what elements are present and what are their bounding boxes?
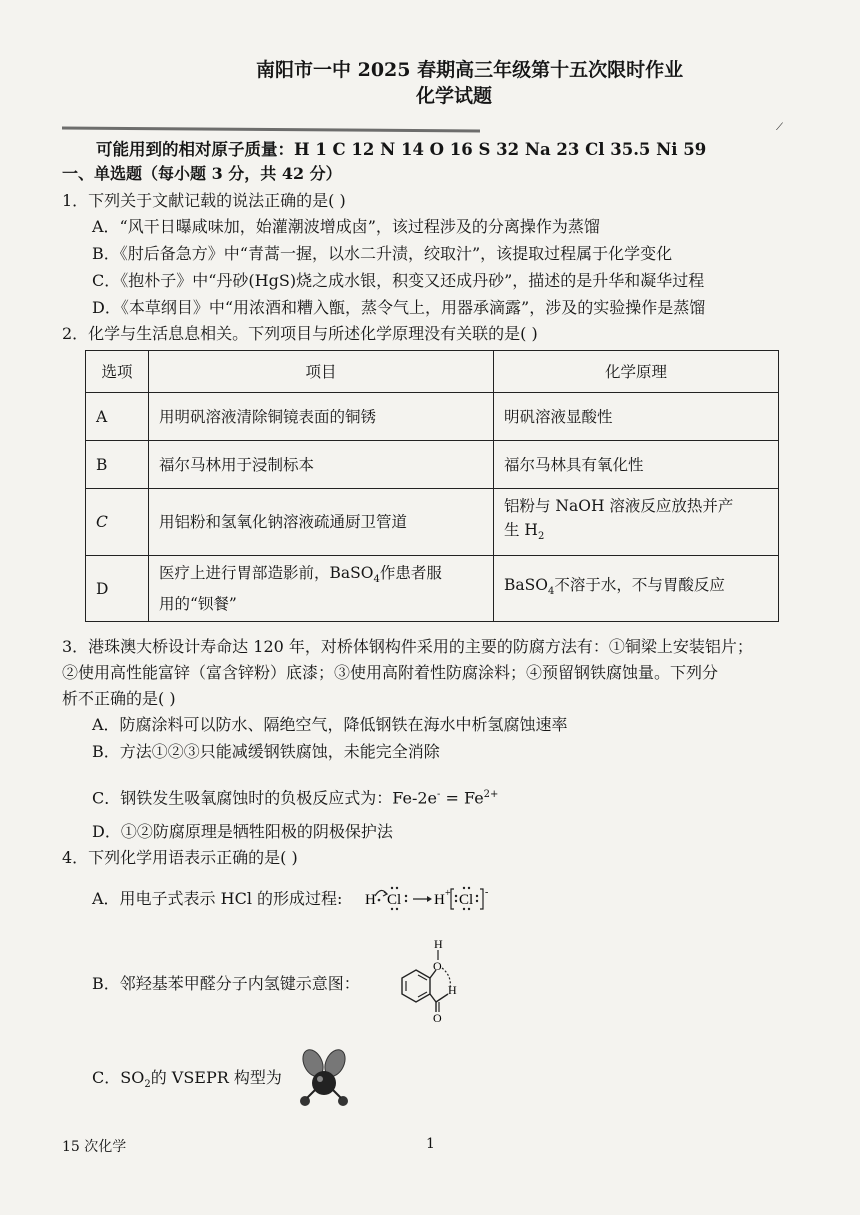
table-cell-option: D — [86, 556, 149, 622]
subscript: 4 — [547, 586, 555, 598]
molecule-graphic — [392, 938, 472, 1023]
table-header: 选项 — [86, 351, 149, 393]
footer-left: 15 次化学 — [62, 1139, 127, 1155]
option-text: = Fe — [440, 788, 484, 808]
atom-h: H — [434, 938, 443, 951]
principle-text: BaSO — [504, 575, 548, 594]
q2-table — [85, 350, 779, 622]
q3-option-c — [92, 785, 498, 808]
option-text: 的 VSEPR 构型为 — [150, 1068, 282, 1087]
table-cell-principle: 福尔马林具有氧化性 — [494, 441, 779, 489]
q3-line3: 析不正确的是( ) — [62, 689, 176, 708]
item-text: 用的“钡餐” — [159, 595, 237, 614]
item-text: 作患者服 — [379, 563, 442, 582]
table-row — [86, 441, 779, 489]
superscript: - — [437, 789, 441, 800]
scan-mark: ⟋ — [776, 122, 783, 133]
q3-option-d: D．①②防腐原理是牺牲阳极的阴极保护法 — [92, 822, 393, 841]
subscript: 2 — [537, 531, 545, 543]
formula-cl-ion: Cl — [459, 892, 474, 908]
atom-o: O — [433, 1011, 442, 1023]
atom-h: H — [448, 983, 457, 997]
formula-sup: + — [445, 888, 451, 899]
q4-option-a: A．用电子式表示 HCl 的形成过程: — [92, 889, 343, 908]
q1-stem: 1．下列关于文献记载的说法正确的是( ) — [62, 191, 346, 210]
q1-option-c: C．《抱朴子》中“丹砂(HgS)烧之成水银，积变又还成丹砂”，描述的是升华和凝华过程 — [92, 271, 705, 290]
table-header: 项目 — [149, 351, 494, 393]
electron-formula-graphic — [365, 884, 515, 914]
q4-option-b: B．邻羟基苯甲醛分子内氢键示意图： — [92, 974, 360, 993]
formula-sup: - — [485, 887, 489, 898]
table-cell-option: B — [86, 441, 149, 489]
table-cell-item: 用铝粉和氢氧化钠溶液疏通厨卫管道 — [149, 489, 494, 556]
table-header: 化学原理 — [494, 351, 779, 393]
option-text: C．钢铁发生吸氧腐蚀时的负极反应式为：Fe-2e — [92, 788, 437, 808]
formula-cl: Cl — [387, 892, 402, 908]
q2-stem: 2．化学与生活息息相关。下列项目与所述化学原理没有关联的是( ) — [62, 324, 538, 343]
q4-stem: 4．下列化学用语表示正确的是( ) — [62, 848, 298, 867]
page-number: 1 — [426, 1136, 435, 1152]
item-text: 医疗上进行胃部造影前，BaSO — [159, 563, 374, 582]
q3-line1: 3．港珠澳大桥设计寿命达 120 年，对桥体钢构件采用的主要的防腐方法有：①铜梁上安装铝片； — [62, 637, 753, 656]
q1-option-d: D．《本草纲目》中“用浓酒和糟入甑，蒸令气上，用器承滴露”，涉及的实验操作是蒸馏 — [92, 298, 706, 317]
table-row — [86, 393, 779, 441]
section-heading: 一、单选题（每小题 3 分，共 42 分） — [62, 164, 342, 183]
table-cell-option: C — [86, 489, 149, 556]
table-cell-principle: 明矾溶液显酸性 — [494, 393, 779, 441]
q3-option-b: B．方法①②③只能减缓钢铁腐蚀，未能完全消除 — [92, 742, 440, 761]
vsepr-model-icon — [293, 1045, 355, 1111]
hydroxybenzaldehyde-structure — [392, 938, 472, 1023]
page-subtitle: 化学试题 — [416, 85, 493, 107]
q1-option-a: A．“风干日曝咸味加，始灌潮波增成卤”，该过程涉及的分离操作为蒸馏 — [92, 217, 600, 236]
atomic-masses: 可能用到的相对原子质量：H 1 C 12 N 14 O 16 S 32 Na 23 Cl 35.5 Ni 59 — [96, 140, 707, 159]
subscript: 2 — [144, 1079, 151, 1091]
formula-h-ion: H — [434, 892, 445, 908]
q3-line2: ②使用高性能富锌（富含锌粉）底漆；③使用高附着性防腐涂料；④预留钢铁腐蚀量。下列分 — [62, 663, 719, 682]
page-title: 南阳市一中 2025 春期高三年级第十五次限时作业 — [256, 59, 684, 81]
hcl-electron-formula — [365, 884, 515, 914]
option-text: C．SO — [92, 1068, 145, 1087]
atom-o: O — [433, 959, 442, 973]
q4-option-c — [92, 1068, 282, 1095]
subscript: 4 — [373, 574, 380, 586]
vsepr-graphic — [293, 1045, 355, 1111]
table-cell-principle — [494, 556, 779, 622]
table-cell-principle — [494, 489, 779, 556]
q1-option-b: B．《肘后备急方》中“青蒿一握，以水二升渍，绞取汁”，该提取过程属于化学变化 — [92, 244, 673, 263]
principle-text: 不溶于水，不与胃酸反应 — [554, 575, 725, 594]
table-cell-item: 福尔马林用于浸制标本 — [149, 441, 494, 489]
q3-option-a: A．防腐涂料可以防水、隔绝空气，降低钢铁在海水中析氢腐蚀速率 — [92, 715, 568, 734]
superscript: 2+ — [483, 789, 499, 800]
table-cell-option: A — [86, 393, 149, 441]
principle-text: 生 H — [504, 521, 538, 540]
formula-h: H — [365, 892, 376, 908]
header-divider — [62, 127, 480, 133]
table-row — [86, 556, 779, 622]
table-cell-item — [149, 556, 494, 622]
principle-text: 铝粉与 NaOH 溶液反应放热并产 — [504, 497, 734, 516]
table-header-row — [86, 351, 779, 393]
table-cell-item: 用明矾溶液清除铜镜表面的铜锈 — [149, 393, 494, 441]
table-row — [86, 489, 779, 556]
